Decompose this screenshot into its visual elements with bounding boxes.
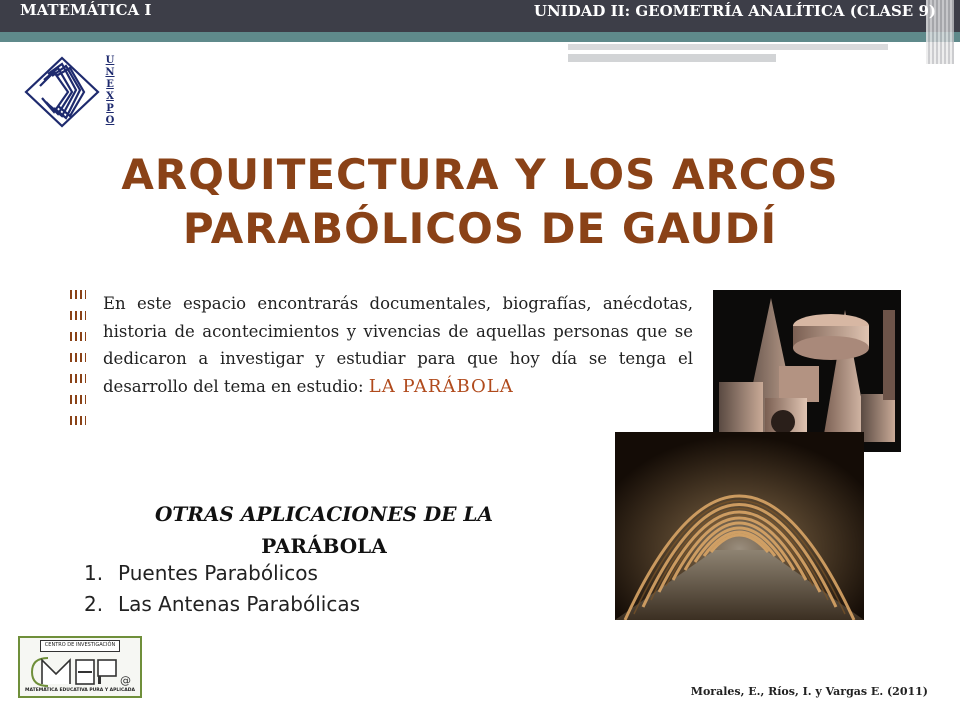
intro-paragraph xyxy=(103,290,693,400)
svg-text:@: @ xyxy=(120,674,131,687)
title-line-1: ARQUITECTURA Y LOS ARCOS xyxy=(121,150,839,199)
unexpo-letters xyxy=(104,55,116,127)
parabolic-arches-image xyxy=(615,432,864,620)
applications-heading xyxy=(104,498,544,562)
unit-title: UNIDAD II: GEOMETRÍA ANALÍTICA (CLASE 9) xyxy=(533,2,936,20)
mep-logo-caption-bottom: MATEMÁTICA EDUCATIVA PURA Y APLICADA xyxy=(25,688,135,693)
title-line-2: PARABÓLICOS DE GAUDÍ xyxy=(182,204,778,253)
applications-heading-line-2: PARÁBOLA xyxy=(261,534,387,558)
logo-letter: E xyxy=(106,79,114,90)
logo-letter: N xyxy=(105,67,115,78)
list-item-number: 1. xyxy=(84,561,104,585)
credits: Morales, E., Ríos, I. y Vargas E. (2011) xyxy=(690,685,928,698)
course-title: MATEMÁTICA I xyxy=(20,1,152,19)
list-item-label: Las Antenas Parabólicas xyxy=(118,592,361,616)
header-accent-bar xyxy=(568,44,888,50)
geometric-shapes-image xyxy=(713,290,901,452)
slide-title xyxy=(70,148,890,256)
intro-highlight: LA PARÁBOLA xyxy=(368,375,514,397)
applications-list xyxy=(84,558,360,620)
mep-logo xyxy=(18,636,142,698)
list-item-number: 2. xyxy=(84,592,104,616)
header-accent-bar-2 xyxy=(568,54,776,62)
logo-letter: O xyxy=(105,115,115,126)
side-decoration xyxy=(70,290,90,437)
logo-letter: X xyxy=(106,91,114,102)
list-item xyxy=(84,589,360,620)
logo-letter: U xyxy=(105,55,115,66)
list-item-label: Puentes Parabólicos xyxy=(118,561,318,585)
list-item xyxy=(84,558,360,589)
logo-letter: P xyxy=(106,103,114,114)
mep-logo-caption-top: CENTRO DE INVESTIGACIÓN xyxy=(40,640,120,652)
header-accent-band xyxy=(0,32,960,42)
applications-heading-line-1: OTRAS APLICACIONES DE LA xyxy=(154,502,494,526)
intro-text: En este espacio encontrarás documentales, biografías, anécdotas, historia de acontecimientos y vivencias de aquellas personas que se dedicaron a investigar y estudiar para que hoy día se tenga el desarrollo del tema en estudio: xyxy=(103,294,693,396)
